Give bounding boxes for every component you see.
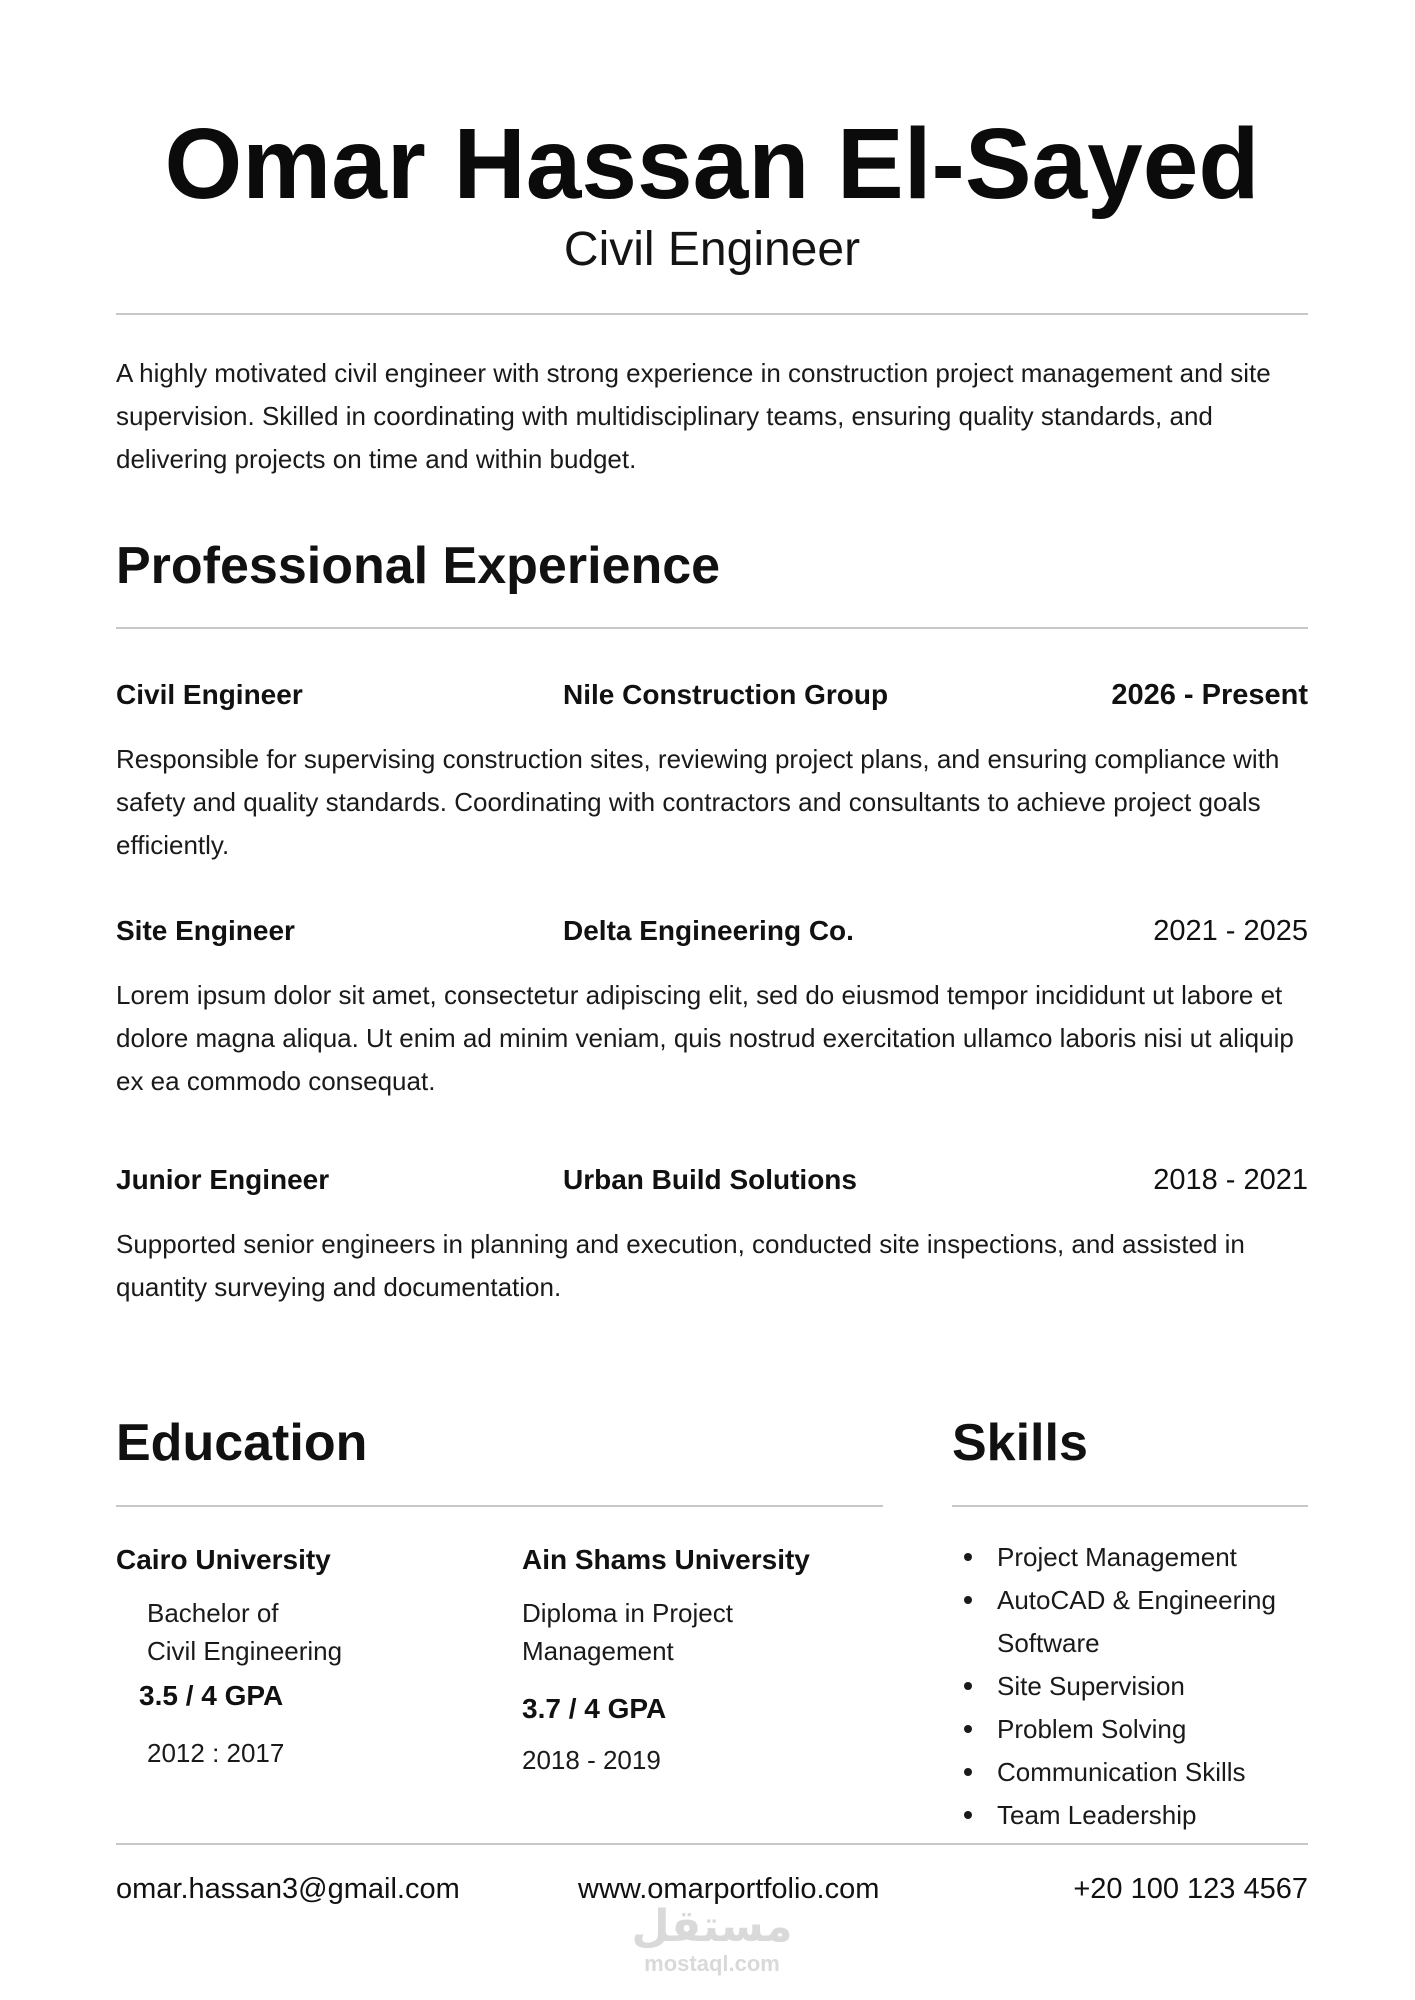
skill-item (952, 1751, 1308, 1794)
skill-label: Team Leadership (997, 1800, 1197, 1830)
skill-label: AutoCAD & Engineering Software (997, 1585, 1276, 1658)
skill-item (952, 1579, 1308, 1665)
contact-website[interactable]: www.omarportfolio.com (578, 1873, 880, 1905)
education-heading: Education (116, 1414, 368, 1472)
job-title: Site Engineer (116, 915, 295, 946)
bullet-icon (964, 1553, 972, 1561)
contact-email[interactable]: omar.hassan3@gmail.com (116, 1873, 460, 1905)
bullet-icon (964, 1682, 972, 1690)
bullet-icon (964, 1811, 972, 1819)
bullet-icon (964, 1725, 972, 1733)
job-header (116, 1162, 1308, 1198)
job-dates: 2021 - 2025 (1153, 915, 1308, 947)
job-description: Responsible for supervising construction sites, reviewing project plans, and ensuring compliance with safety and quality standards. Coordinating with contractors and consultants to achieve project goals efficiently. (116, 744, 1280, 860)
profile-summary: A highly motivated civil engineer with strong experience in construction project management and site supervision. Skilled in coordinating with multidisciplinary teams, ensuring quality standards, and delivering projects on time and within budget. (116, 358, 1271, 474)
skills-heading: Skills (952, 1414, 1088, 1472)
resume-page (116, 0, 1308, 2000)
degree-line: Management (522, 1636, 674, 1666)
education-entry (522, 1542, 882, 1778)
job-title: Junior Engineer (116, 1164, 330, 1195)
skill-item (952, 1536, 1308, 1579)
skills-divider (952, 1505, 1308, 1507)
watermark-latin-text: mostaql.com (644, 1951, 780, 1976)
gpa: 3.5 / 4 GPA (139, 1680, 284, 1711)
job-company: Urban Build Solutions (563, 1164, 857, 1195)
study-years: 2012 : 2017 (147, 1738, 285, 1768)
skill-item (952, 1665, 1308, 1708)
job-company: Delta Engineering Co. (563, 915, 854, 946)
header-divider (116, 313, 1308, 315)
gpa: 3.7 / 4 GPA (522, 1693, 667, 1724)
school-name: Ain Shams University (522, 1544, 810, 1575)
skill-item (952, 1794, 1308, 1837)
candidate-role: Civil Engineer (563, 223, 861, 276)
job-header (116, 913, 1308, 949)
skill-label: Problem Solving (997, 1714, 1187, 1744)
skills-list (952, 1536, 1308, 1837)
experience-divider (116, 627, 1308, 629)
education-divider (116, 1505, 883, 1507)
skill-label: Project Management (997, 1542, 1237, 1572)
skill-label: Site Supervision (997, 1671, 1185, 1701)
contact-phone[interactable]: +20 100 123 4567 (1073, 1873, 1308, 1905)
skill-label: Communication Skills (997, 1757, 1246, 1787)
job-company: Nile Construction Group (563, 679, 889, 710)
school-name: Cairo University (116, 1544, 331, 1575)
education-entry (116, 1542, 476, 1771)
job-description: Lorem ipsum dolor sit amet, consectetur adipiscing elit, sed do eiusmod tempor incididunt ut labore et dolore magna aliqua. Ut enim ad minim veniam, quis nostrud exercitation ullamco laboris nisi ut aliquip ex ea commodo consequat. (116, 980, 1294, 1096)
experience-heading: Professional Experience (116, 537, 721, 595)
bullet-icon (964, 1768, 972, 1776)
degree-line: Civil Engineering (147, 1636, 343, 1666)
footer-divider (116, 1843, 1308, 1845)
job-header (116, 677, 1308, 713)
bullet-icon (964, 1596, 972, 1604)
degree-line: Diploma in Project (522, 1598, 733, 1628)
study-years: 2018 - 2019 (522, 1745, 661, 1775)
job-dates: 2026 - Present (1111, 679, 1308, 711)
degree-line: Bachelor of (147, 1598, 279, 1628)
candidate-name: Omar Hassan El-Sayed (164, 108, 1260, 220)
mostaql-watermark (612, 1902, 812, 1976)
watermark-arabic-text: مستقل (631, 1901, 793, 1952)
job-description: Supported senior engineers in planning and execution, conducted site inspections, and assisted in quantity surveying and documentation. (116, 1229, 1245, 1302)
skill-item (952, 1708, 1308, 1751)
job-title: Civil Engineer (116, 679, 303, 710)
job-dates: 2018 - 2021 (1153, 1164, 1308, 1196)
